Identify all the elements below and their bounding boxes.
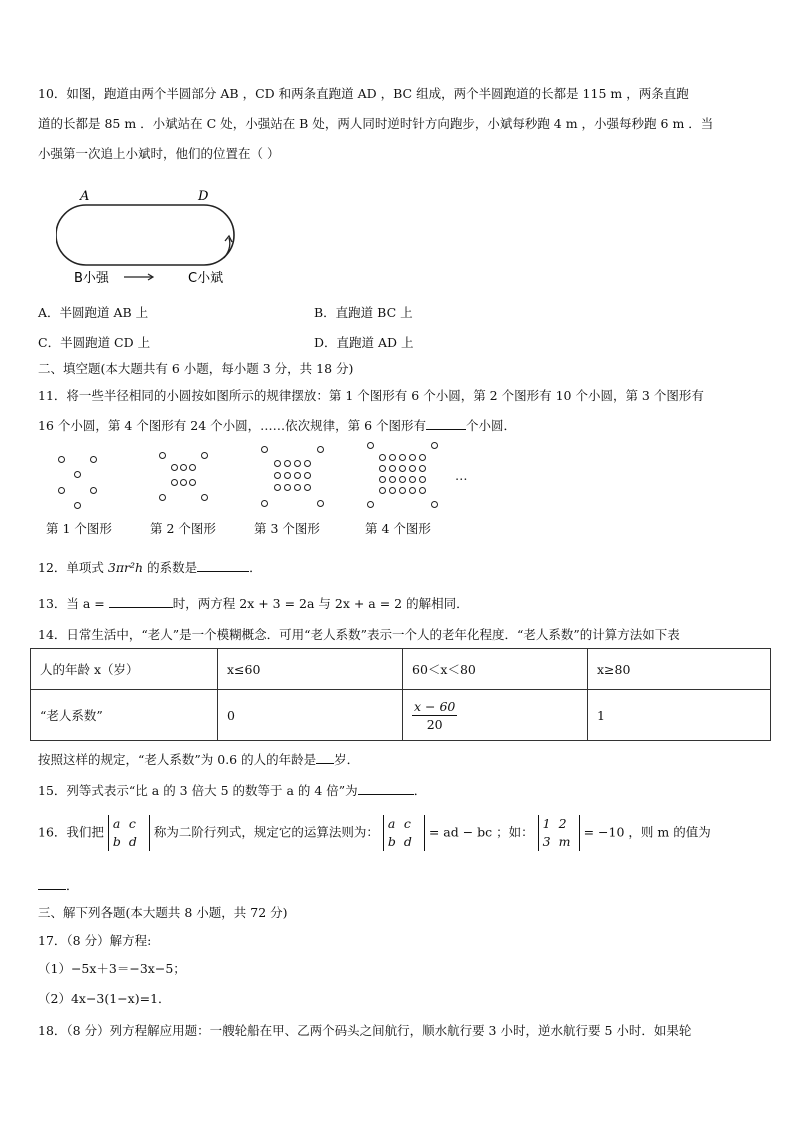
circle [409, 454, 416, 461]
circle [261, 500, 268, 507]
q16-text-d: = −10 ，则 m 的值为 [579, 824, 711, 840]
fraction-numerator: x − 60 [414, 698, 456, 714]
q13-text-b: 时，两方程 2x + 3 = 2a 与 2x + a = 2 的解相同． [172, 596, 469, 611]
q16-text: 16．我们把 [38, 824, 104, 840]
circle [294, 484, 301, 491]
circle [201, 452, 208, 459]
circle [304, 484, 311, 491]
q10-option-a: A．半圆跑道 AB 上 [38, 305, 149, 320]
circle [171, 479, 178, 486]
circle [399, 465, 406, 472]
circle [274, 472, 281, 479]
q18-line1: 18．（8 分）列方程解应用题：一艘轮船在甲、乙两个码头之间航行，顺水航行要 3 小时，逆水航行要 5 小时．如果轮 [38, 1023, 692, 1038]
q16-answer-blank [38, 877, 66, 890]
q12-line [38, 558, 262, 576]
circle [409, 465, 416, 472]
circle [379, 487, 386, 494]
q11-line2 [38, 416, 516, 434]
q15-answer-blank [358, 782, 414, 795]
track-label-a: A [80, 189, 90, 204]
q16-tail: ． [66, 878, 79, 893]
circle [90, 487, 97, 494]
q17-title: 17．（8 分）解方程: [38, 933, 152, 948]
circle [284, 460, 291, 467]
q12-tail: ． [249, 560, 262, 575]
circle [409, 476, 416, 483]
track-label-d: D [198, 189, 209, 204]
track-arrow-curve [224, 238, 230, 258]
circle [74, 502, 81, 509]
circle [409, 487, 416, 494]
circle [317, 446, 324, 453]
circle [159, 452, 166, 459]
table-header-ge80: x≥80 [588, 649, 771, 690]
circle [58, 487, 65, 494]
q10-option-d: D．直跑道 AD 上 [314, 335, 414, 350]
circle [171, 464, 178, 471]
table-row [31, 649, 771, 690]
table-row [31, 690, 771, 741]
table-header-le60: x≤60 [218, 649, 403, 690]
circle [367, 501, 374, 508]
q13-answer-blank [109, 595, 173, 608]
circle [58, 456, 65, 463]
q10-line1: 10．如图，跑道由两个半圆部分 AB ，CD 和两条直跑道 AD ，BC 组成，两个半圆跑道的长都是 115 m ，两条直跑 [38, 86, 689, 101]
circle [431, 442, 438, 449]
circle [389, 454, 396, 461]
circle [274, 460, 281, 467]
q10-line2: 道的长都是 85 m ．小斌站在 C 处，小强站在 B 处，两人同时逆时针方向跑步，小斌每秒跑 4 m ，小强每秒跑 6 m ．当 [38, 116, 714, 131]
circle [399, 476, 406, 483]
table-header-60-80: 60＜x＜80 [403, 649, 588, 690]
circle [294, 460, 301, 467]
fraction-denominator: 20 [426, 716, 443, 732]
circle [399, 487, 406, 494]
circle [274, 484, 281, 491]
circle [389, 487, 396, 494]
determinant-example: 1 2 3 m [538, 815, 580, 851]
track-arrow-head [225, 236, 232, 242]
track-outline [56, 205, 234, 265]
table-cell-fraction [403, 690, 588, 741]
table-header-age: 人的年龄 x（岁） [31, 649, 218, 690]
circle [189, 464, 196, 471]
circle [419, 454, 426, 461]
q14-after [38, 750, 359, 768]
circle [317, 500, 324, 507]
circle [294, 472, 301, 479]
q12-text: 12．单项式 [38, 560, 108, 575]
circle [201, 494, 208, 501]
track-label-c: C小斌 [188, 271, 224, 286]
circle [180, 479, 187, 486]
pattern-caption-1: 第 1 个图形 [46, 521, 112, 536]
circle [180, 464, 187, 471]
q12-expression: 3πr²h [107, 560, 144, 575]
determinant-rule: a c b d [383, 815, 425, 851]
q17-part1: （1）−5x＋3＝−3x−5； [38, 961, 186, 976]
track-label-b: B小强 [74, 271, 109, 286]
q16-answer-line [38, 876, 79, 894]
circle [284, 472, 291, 479]
table-row-label: “老人系数” [31, 690, 218, 741]
q11-answer-blank [426, 417, 466, 430]
pattern-caption-3: 第 3 个图形 [254, 521, 320, 536]
circle [304, 460, 311, 467]
fraction [412, 699, 457, 732]
q16-text-b: 称为二阶行列式，规定它的运算法则为： [153, 824, 379, 840]
circle [304, 472, 311, 479]
q16-line [38, 815, 711, 851]
circle [389, 476, 396, 483]
section2-heading: 二、填空题(本大题共有 6 小题，每小题 3 分，共 18 分) [38, 361, 354, 376]
pattern-caption-4: 第 4 个图形 [365, 521, 431, 536]
circle [399, 454, 406, 461]
q10-option-c: C．半圆跑道 CD 上 [38, 335, 151, 350]
q17-part2: （2）4x−3(1−x)=1． [38, 991, 171, 1006]
circle [90, 456, 97, 463]
q11-line2-tail: 个小圆． [466, 418, 517, 433]
q15-text: 15．列等式表示“比 a 的 3 倍大 5 的数等于 a 的 4 倍”为 [38, 783, 358, 798]
circle [159, 494, 166, 501]
circle [284, 484, 291, 491]
section3-heading: 三、解下列各题(本大题共 8 小题，共 72 分) [38, 905, 288, 920]
q13-text: 13．当 a = [38, 596, 109, 611]
circle [74, 471, 81, 478]
q12-answer-blank [197, 559, 249, 572]
q16-text-c: = ad − bc ；如： [424, 824, 534, 840]
circle [367, 442, 374, 449]
q14-answer-blank [316, 751, 334, 764]
q11-line2-text: 16 个小圆，第 4 个图形有 24 个小圆，……依次规律，第 6 个图形有 [38, 418, 427, 433]
circle [431, 501, 438, 508]
determinant-general: a c b d [108, 815, 150, 851]
q15-tail: ． [413, 783, 427, 798]
circle [419, 487, 426, 494]
circle [419, 476, 426, 483]
q12-text-b: 的系数是 [143, 560, 198, 575]
q14-after-tail: 岁． [334, 752, 360, 767]
pattern-caption-2: 第 2 个图形 [150, 521, 216, 536]
q10-option-b: B．直跑道 BC 上 [314, 305, 413, 320]
track-figure [56, 188, 246, 288]
circle [379, 476, 386, 483]
q11-line1: 11．将一些半径相同的小圆按如图所示的规律摆放：第 1 个图形有 6 个小圆，第 2 个图形有 10 个小圆，第 3 个图形有 [38, 388, 704, 403]
circle [389, 465, 396, 472]
q10-line3: 小强第一次追上小斌时，他们的位置在（ ） [38, 146, 280, 161]
circle [419, 465, 426, 472]
q15-line [38, 781, 426, 799]
circle [379, 465, 386, 472]
table-cell-one: 1 [588, 690, 771, 741]
q13-line [38, 594, 469, 612]
elder-coefficient-table [30, 648, 771, 741]
pattern-ellipsis: … [455, 468, 468, 483]
circle [261, 446, 268, 453]
q14-intro: 14．日常生活中，“老人”是一个模糊概念．可用“老人系数”表示一个人的老年化程度．“老人系数”的计算方法如下表 [38, 627, 680, 642]
q14-after-text: 按照这样的规定，“老人系数”为 0.6 的人的年龄是 [38, 752, 317, 767]
circle [379, 454, 386, 461]
circle [189, 479, 196, 486]
table-cell-zero: 0 [218, 690, 403, 741]
